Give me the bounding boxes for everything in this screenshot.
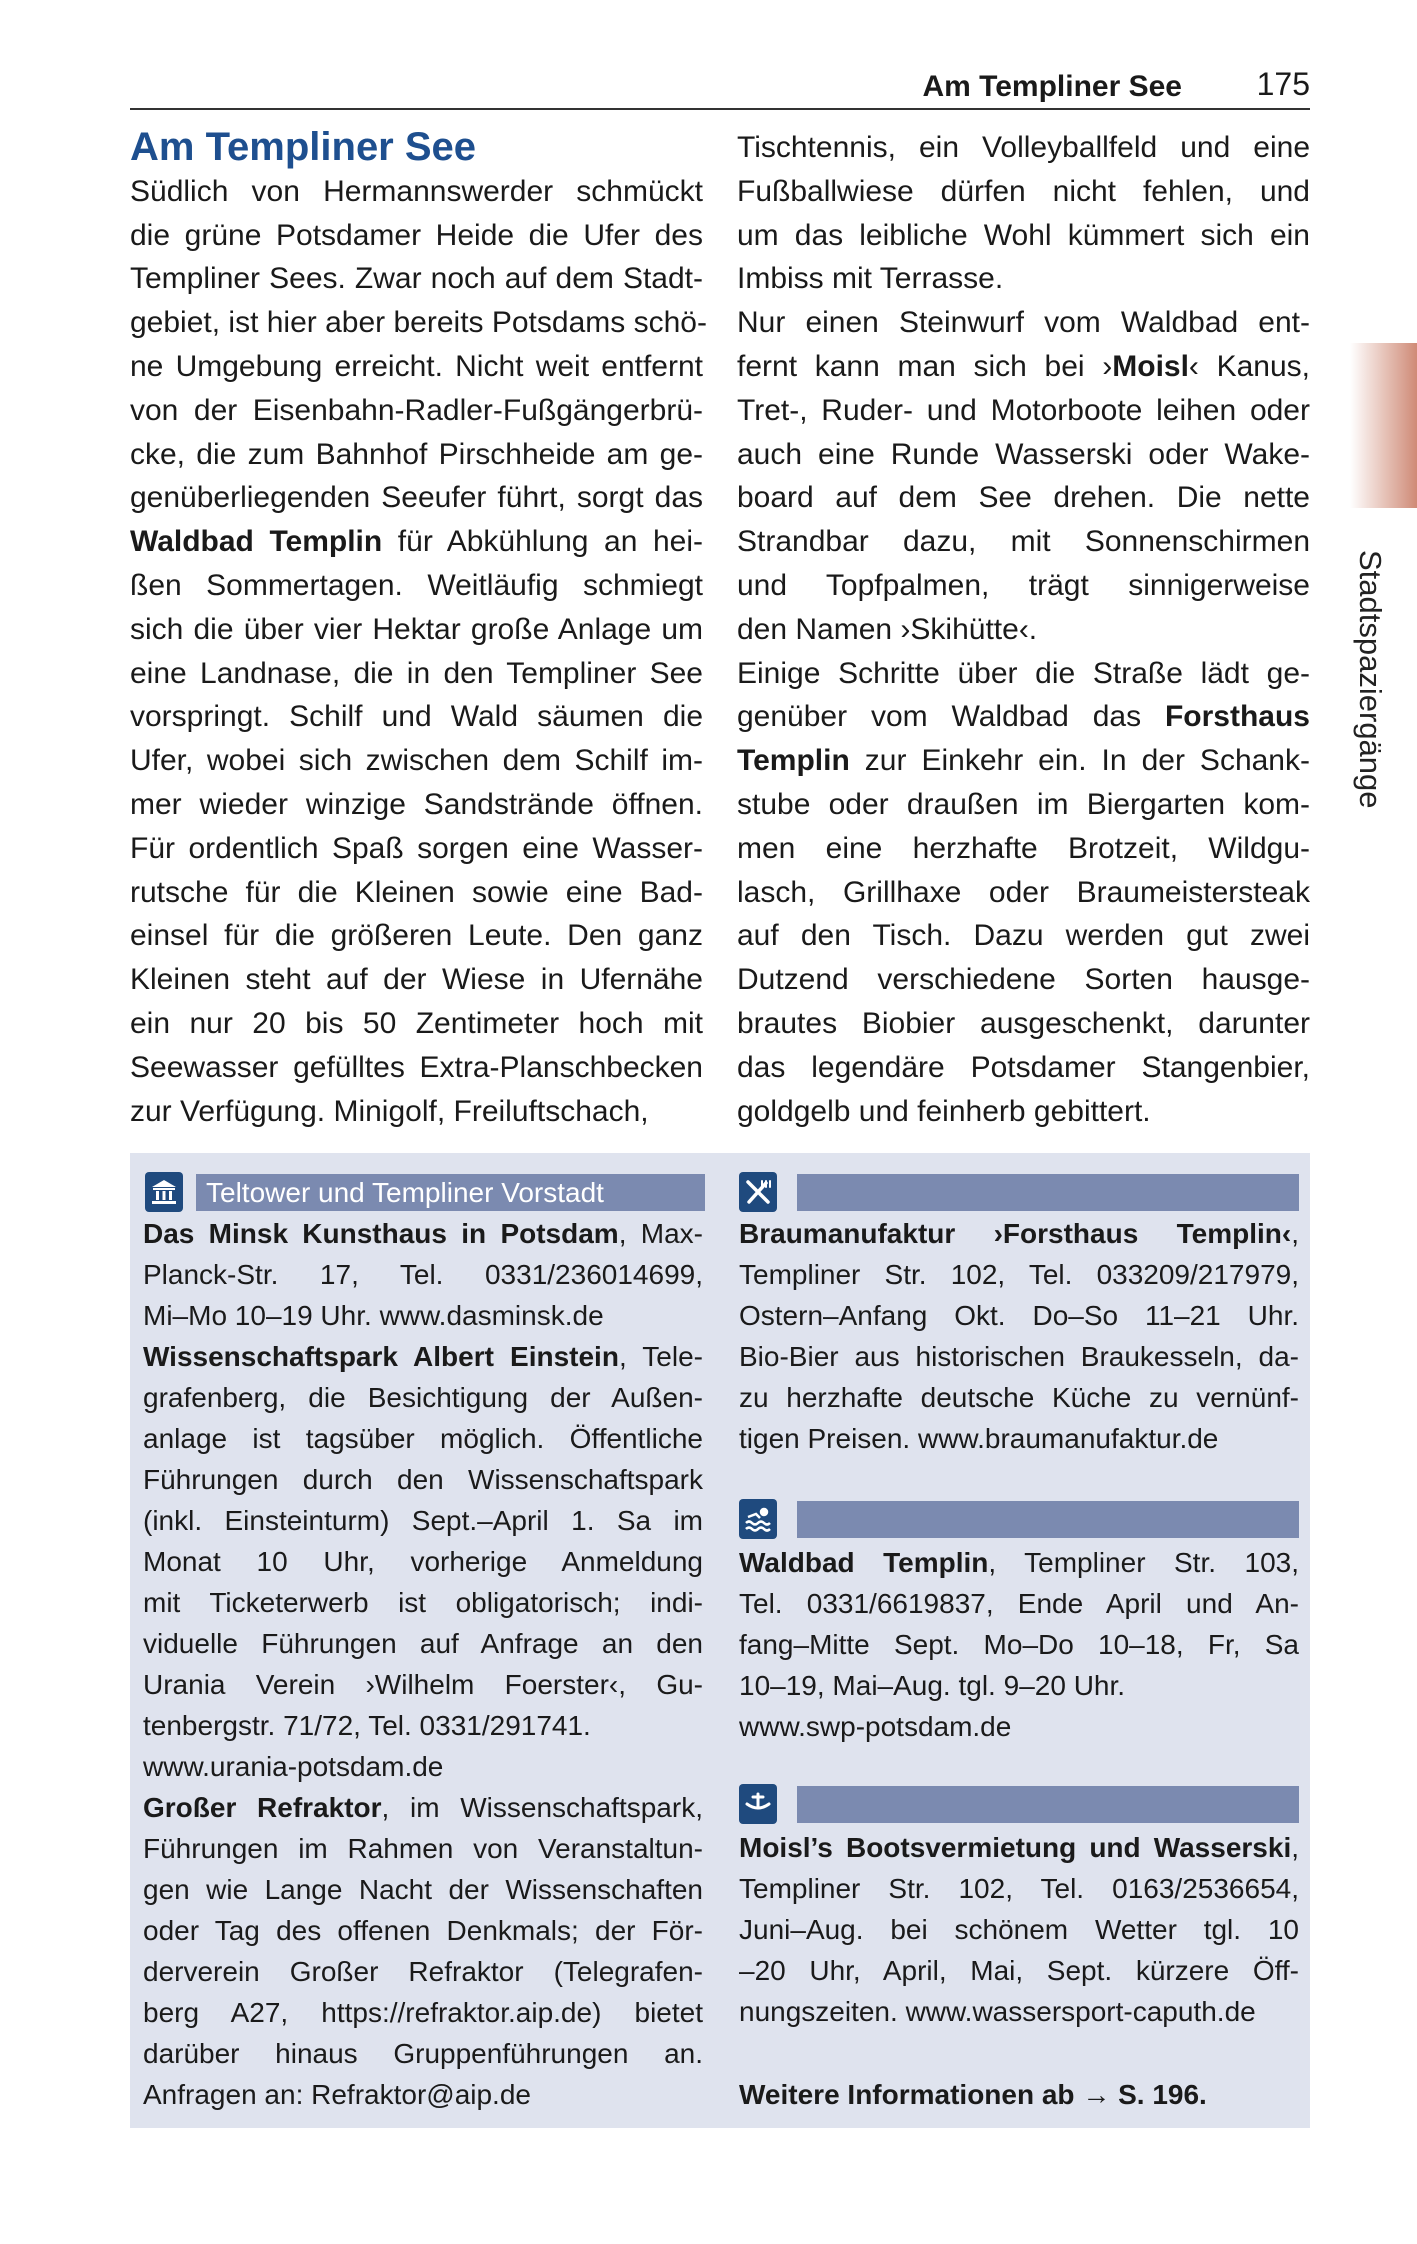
text-line <box>737 1002 1310 1046</box>
text-segment: Planck-Str. 17, Tel. 0331/236014699, <box>143 1259 703 1290</box>
text-segment: mer wieder winzige Sandstrände öffnen. <box>130 787 703 821</box>
text-line <box>739 1583 1299 1624</box>
text-segment: Anfragen an: Refraktor@aip.de <box>143 2079 531 2110</box>
text-line <box>739 1827 1299 1868</box>
text-segment: den Namen ›Skihütte‹. <box>737 612 1038 646</box>
text-segment: Tret-, Ruder- und Motorboote leihen oder <box>737 393 1310 427</box>
text-line <box>130 783 703 827</box>
section-heading-bar <box>797 1786 1299 1823</box>
text-line <box>130 345 703 389</box>
text-segment: Monat 10 Uhr, vorherige Anmeldung <box>143 1546 703 1577</box>
text-line <box>737 433 1310 477</box>
section-heading-bar: Teltower und Templiner Vorstadt <box>196 1174 705 1211</box>
text-segment: auf den Tisch. Dazu werden gut zwei <box>737 919 1310 953</box>
text-line <box>143 1623 703 1664</box>
running-header-title: Am Templiner See <box>922 70 1182 103</box>
text-line <box>143 1664 703 1705</box>
bold-text: Weitere Informationen ab → S. 196. <box>739 2079 1207 2110</box>
text-line <box>143 1582 703 1623</box>
article-title: Am Templiner See <box>130 125 477 169</box>
text-segment: Urania Verein ›Wilhelm Foerster‹, Gu- <box>143 1669 703 1700</box>
text-segment: Tischtennis, ein Volleyballfeld und eine <box>737 131 1310 164</box>
chapter-thumb-tab <box>1350 343 1417 508</box>
text-line <box>739 1909 1299 1950</box>
bold-text: Moisl’s Bootsvermietung und Wasserski <box>739 1832 1292 1863</box>
text-line <box>130 389 703 433</box>
text-line <box>737 389 1310 433</box>
text-segment: lasch, Grillhaxe oder Braumeistersteak <box>737 875 1310 909</box>
text-line <box>143 1336 703 1377</box>
bold-text: Braumanufaktur ›Forsthaus Templin‹ <box>739 1218 1292 1249</box>
chapter-tab-label: Stadtspaziergänge <box>1353 550 1388 809</box>
text-segment: , <box>1291 1218 1299 1249</box>
text-line <box>737 783 1310 827</box>
article-left-column <box>130 125 707 1133</box>
text-segment: Kleinen steht auf der Wiese in Ufernähe <box>130 963 703 997</box>
bold-text: Das Minsk Kunsthaus in Potsdam <box>143 1218 619 1249</box>
text-line <box>739 1868 1299 1909</box>
text-line <box>143 1418 703 1459</box>
text-segment: goldgelb und feinherb gebittert. <box>737 1094 1151 1128</box>
text-segment: , Templiner Str. 103, <box>988 1547 1299 1578</box>
text-line <box>130 520 703 564</box>
text-segment: zur Verfügung. Minigolf, Freiluftschach, <box>130 1094 649 1128</box>
text-line <box>130 170 703 214</box>
text-segment: Südlich von Hermannswerder schmückt <box>130 174 703 208</box>
text-line <box>739 1624 1299 1665</box>
text-segment: Strandbar dazu, mit Sonnenschirmen <box>737 525 1310 559</box>
section-heading-bar <box>797 1174 1299 1211</box>
text-segment: www.swp-potsdam.de <box>739 1711 1012 1742</box>
text-line <box>737 652 1310 696</box>
text-segment: Bio-Bier aus historischen Braukesseln, da- <box>739 1341 1299 1372</box>
text-segment: ne Umgebung erreicht. Nicht weit entfernt <box>130 349 703 383</box>
text-line <box>737 1090 1310 1134</box>
text-segment: anlage ist tagsüber möglich. Öffentliche <box>143 1423 703 1454</box>
text-segment: stube oder draußen im Biergarten kom- <box>737 787 1310 821</box>
text-line <box>143 1787 703 1828</box>
text-segment: gebiet, ist hier aber bereits Potsdams schö- <box>130 306 707 340</box>
text-line <box>737 871 1310 915</box>
text-segment: oder Tag des offenen Denkmals; der För- <box>143 1915 703 1946</box>
text-segment: fernt kann man sich bei › <box>737 349 1113 383</box>
text-line <box>739 2074 1299 2115</box>
text-line <box>739 1295 1299 1336</box>
text-segment: 10–19, Mai–Aug. tgl. 9–20 Uhr. <box>739 1670 1126 1701</box>
text-segment: mit Ticketerwerb ist obligatorisch; indi- <box>143 1587 703 1618</box>
text-segment: zu herzhafte deutsche Küche zu vernünf- <box>739 1382 1299 1413</box>
text-line <box>739 1665 1299 1706</box>
text-segment: das legendäre Potsdamer Stangenbier, <box>737 1050 1310 1084</box>
text-line <box>737 257 1310 301</box>
text-segment: tenbergstr. 71/72, Tel. 0331/291741. <box>143 1710 591 1741</box>
text-line <box>737 1046 1310 1090</box>
text-segment: gen wie Lange Nacht der Wissenschaften <box>143 1874 703 1905</box>
text-line <box>143 1828 703 1869</box>
text-segment: einsel für die größeren Leute. Den ganz <box>130 919 703 953</box>
bold-text: Templin <box>737 744 850 778</box>
food-listing <box>739 1213 1299 1459</box>
swimming-listing <box>739 1542 1299 1747</box>
text-segment: Dutzend verschiedene Sorten hausge- <box>737 963 1310 997</box>
text-segment: genüber vom Waldbad das <box>737 700 1165 734</box>
page-number: 175 <box>1256 66 1310 102</box>
text-line <box>739 1213 1299 1254</box>
text-segment: Führungen im Rahmen von Veranstaltun- <box>143 1833 703 1864</box>
text-line <box>737 520 1310 564</box>
text-segment: ßen Sommertagen. Weitläufig schmiegt <box>130 568 703 602</box>
text-segment: , Max- <box>618 1218 703 1249</box>
text-line <box>739 1706 1299 1747</box>
text-segment: auch eine Runde Wasserski oder Wake- <box>737 437 1310 471</box>
bold-text: Waldbad Templin <box>130 525 383 559</box>
text-line <box>143 1213 703 1254</box>
swimming-icon <box>739 1499 777 1539</box>
text-segment: um das leibliche Wohl kümmert sich ein <box>737 218 1310 252</box>
text-line <box>737 345 1310 389</box>
text-segment: Nur einen Steinwurf vom Waldbad ent- <box>737 306 1310 340</box>
article-left-text <box>130 170 707 1134</box>
text-line <box>130 257 703 301</box>
text-line <box>739 1542 1299 1583</box>
boat-icon <box>739 1784 777 1824</box>
text-segment: cke, die zum Bahnhof Pirschheide am ge- <box>130 437 703 471</box>
text-line <box>130 695 703 739</box>
text-line <box>737 608 1310 652</box>
text-line <box>143 1910 703 1951</box>
text-segment: von der Eisenbahn-Radler-Fußgängerbrü- <box>130 393 703 427</box>
text-line <box>737 827 1310 871</box>
text-line <box>739 1950 1299 1991</box>
text-line <box>130 827 703 871</box>
text-line <box>737 695 1310 739</box>
text-line <box>143 1459 703 1500</box>
bold-text: Moisl <box>1112 349 1189 383</box>
text-line <box>130 739 703 783</box>
text-line <box>130 914 703 958</box>
text-segment: fang–Mitte Sept. Mo–Do 10–18, Fr, Sa <box>739 1629 1299 1660</box>
text-line <box>130 433 703 477</box>
text-line <box>737 214 1310 258</box>
text-line <box>737 476 1310 520</box>
more-info-reference <box>739 2074 1299 2115</box>
article-right-column <box>737 126 1310 1133</box>
sights-listing <box>143 1213 703 2115</box>
text-segment: nungszeiten. www.wassersport-caputh.de <box>739 1996 1256 2027</box>
text-segment: Juni–Aug. bei schönem Wetter tgl. 10 <box>739 1914 1299 1945</box>
text-line <box>739 1377 1299 1418</box>
bold-text: Forsthaus <box>1164 700 1310 734</box>
text-segment: Templiner Str. 102, Tel. 0163/2536654, <box>739 1873 1299 1904</box>
text-line <box>143 1254 703 1295</box>
text-line <box>143 2074 703 2115</box>
text-line <box>737 958 1310 1002</box>
text-segment: Seewasser gefülltes Extra-Planschbecken <box>130 1050 703 1084</box>
text-line <box>143 1500 703 1541</box>
text-segment: Führungen durch den Wissenschaftspark <box>143 1464 703 1495</box>
text-segment: www.urania-potsdam.de <box>143 1751 444 1782</box>
text-segment: Templiner Str. 102, Tel. 033209/217979, <box>739 1259 1299 1290</box>
text-segment: sich die über vier Hektar große Anlage um <box>130 612 703 646</box>
bold-text: Waldbad Templin <box>739 1547 989 1578</box>
text-segment: Ostern–Anfang Okt. Do–So 11–21 Uhr. <box>739 1300 1299 1331</box>
text-segment: vorspringt. Schilf und Wald säumen die <box>130 700 703 734</box>
text-line <box>143 1992 703 2033</box>
text-line <box>143 1951 703 1992</box>
article-right-text <box>737 126 1310 1133</box>
text-line <box>130 476 703 520</box>
text-segment: Für ordentlich Spaß sorgen eine Wasser- <box>130 831 703 865</box>
text-line <box>130 301 707 345</box>
text-segment: grafenberg, die Besichtigung der Außen- <box>143 1382 703 1413</box>
text-segment: genüberliegenden Seeufer führt, sorgt das <box>130 481 703 515</box>
text-segment: Mi–Mo 10–19 Uhr. www.dasminsk.de <box>143 1300 604 1331</box>
text-segment: brautes Biobier ausgeschenkt, darunter <box>737 1006 1310 1040</box>
text-segment: Imbiss mit Terrasse. <box>737 262 1004 296</box>
text-line <box>130 1090 703 1134</box>
text-line <box>130 564 703 608</box>
bold-text: Wissenschaftspark Albert Einstein <box>143 1341 619 1372</box>
text-segment: , im Wissenschaftspark, <box>381 1792 703 1823</box>
text-segment: , Tele- <box>618 1341 703 1372</box>
text-segment: berg A27, https://refraktor.aip.de) bietet <box>143 1997 703 2028</box>
text-segment: , <box>1291 1832 1299 1863</box>
section-heading-bar <box>797 1501 1299 1538</box>
text-segment: tigen Preisen. www.braumanufaktur.de <box>739 1423 1219 1454</box>
text-segment: (inkl. Einsteinturm) Sept.–April 1. Sa im <box>143 1505 703 1536</box>
text-segment: Einige Schritte über die Straße lädt ge- <box>737 656 1310 690</box>
museum-icon <box>145 1172 183 1212</box>
text-segment: rutsche für die Kleinen sowie eine Bad- <box>130 875 703 909</box>
text-line <box>130 652 703 696</box>
text-segment: ‹ Kanus, <box>1188 349 1310 383</box>
text-line <box>130 214 703 258</box>
text-line <box>737 914 1310 958</box>
text-segment: Tel. 0331/6619837, Ende April und An- <box>739 1588 1299 1619</box>
text-segment: darüber hinaus Gruppenführungen an. <box>143 2038 703 2069</box>
boating-listing <box>739 1827 1299 2032</box>
text-line <box>130 958 703 1002</box>
text-segment: für Abkühlung an hei- <box>382 525 704 559</box>
bold-text: Großer Refraktor <box>143 1792 382 1823</box>
header-rule <box>130 108 1310 110</box>
text-line <box>737 564 1310 608</box>
text-segment: und Topfpalmen, trägt sinnigerweise <box>737 568 1310 602</box>
text-line <box>143 2033 703 2074</box>
text-line <box>130 1046 703 1090</box>
restaurant-icon <box>739 1172 777 1212</box>
text-line <box>143 1541 703 1582</box>
text-line <box>739 1254 1299 1295</box>
text-segment: zur Einkehr ein. In der Schank- <box>849 744 1310 778</box>
text-segment: Templiner Sees. Zwar noch auf dem Stadt- <box>130 262 703 296</box>
text-line <box>143 1869 703 1910</box>
text-line <box>739 1336 1299 1377</box>
text-line <box>737 301 1310 345</box>
text-line <box>739 1418 1299 1459</box>
text-line <box>737 126 1310 170</box>
text-segment: viduelle Führungen auf Anfrage an den <box>143 1628 703 1659</box>
text-segment: Fußballwiese dürfen nicht fehlen, und <box>737 174 1310 208</box>
text-segment: board auf dem See drehen. Die nette <box>737 481 1310 515</box>
text-segment: Ufer, wobei sich zwischen dem Schilf im- <box>130 744 703 778</box>
text-line <box>143 1295 703 1336</box>
text-line <box>737 170 1310 214</box>
text-line <box>130 871 703 915</box>
text-segment: –20 Uhr, April, Mai, Sept. kürzere Öff- <box>739 1955 1299 1986</box>
text-segment: derverein Großer Refraktor (Telegrafen- <box>143 1956 703 1987</box>
text-line <box>739 1991 1299 2032</box>
text-line <box>143 1377 703 1418</box>
text-line <box>130 1002 703 1046</box>
text-line <box>130 608 703 652</box>
text-segment: men eine herzhafte Brotzeit, Wildgu- <box>737 831 1310 865</box>
text-line <box>143 1705 703 1746</box>
text-segment: eine Landnase, die in den Templiner See <box>130 656 703 690</box>
text-segment: die grüne Potsdamer Heide die Ufer des <box>130 218 703 252</box>
text-segment: ein nur 20 bis 50 Zentimeter hoch mit <box>130 1006 703 1040</box>
text-line <box>737 739 1310 783</box>
text-line <box>143 1746 703 1787</box>
